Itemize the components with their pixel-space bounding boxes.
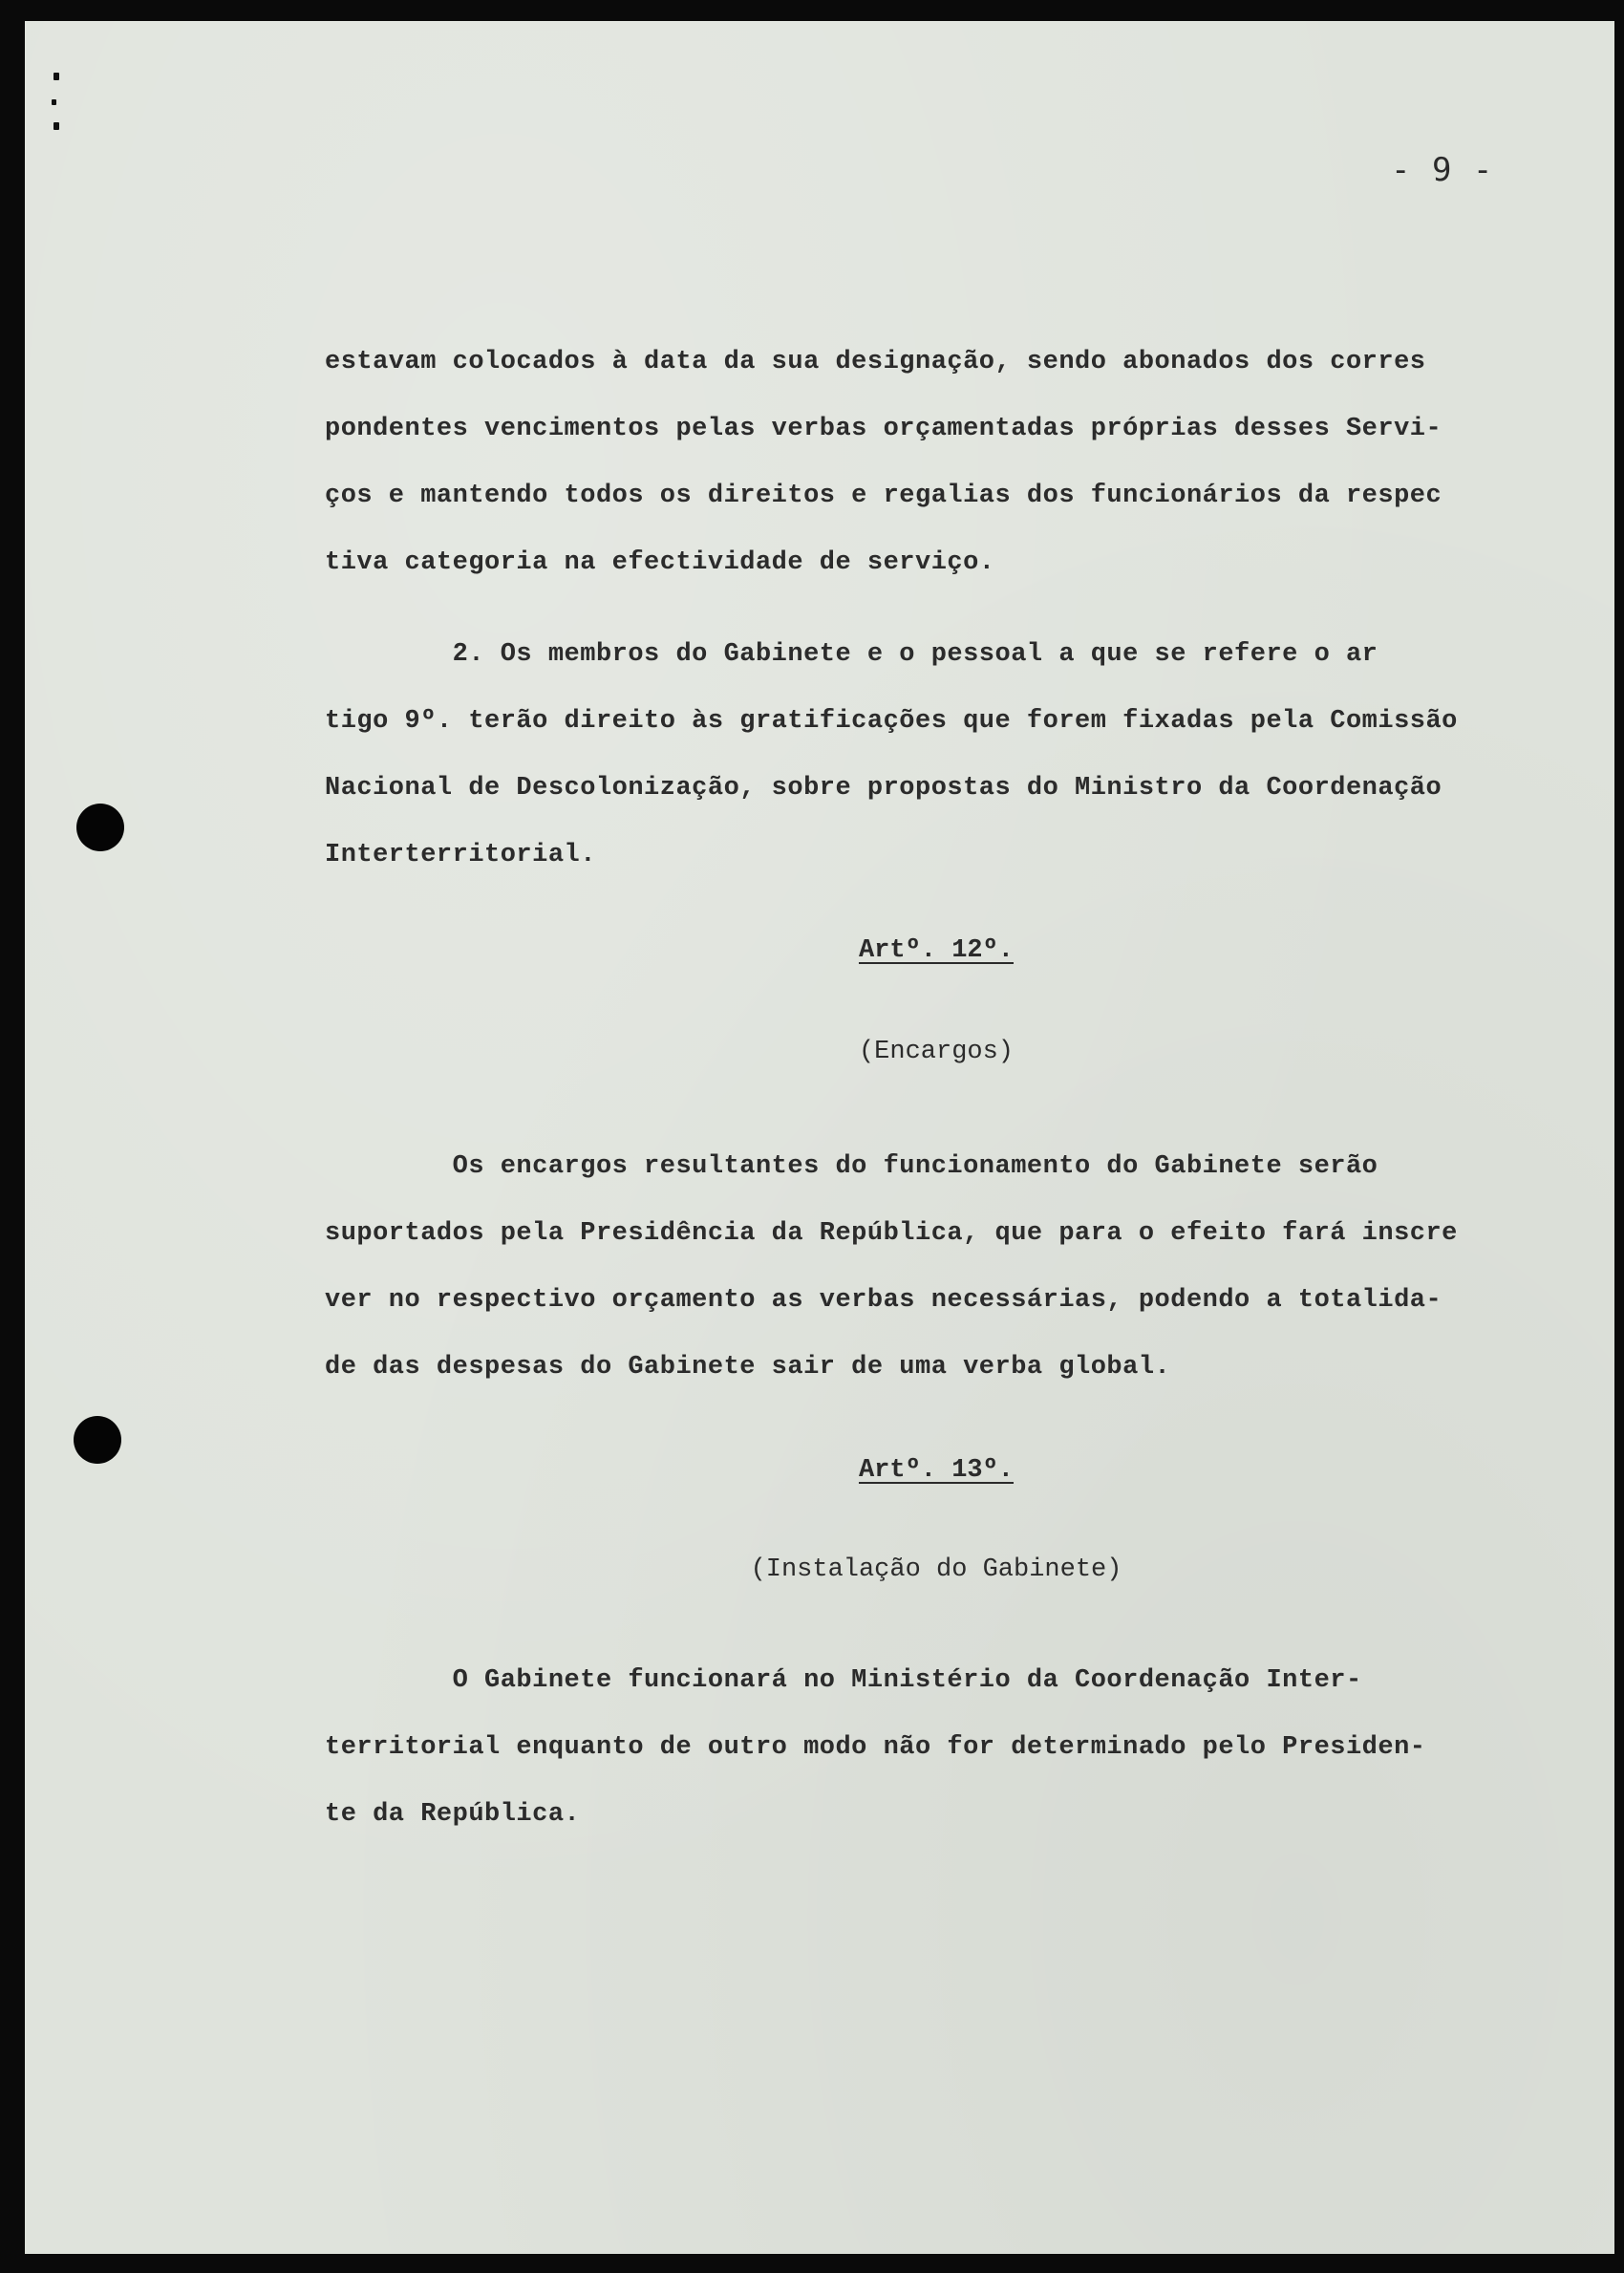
text-line: 2. Os membros do Gabinete e o pessoal a que se refere o ar [325, 640, 1378, 669]
text-line: te da República. [325, 1800, 581, 1829]
text-line: Os encargos resultantes do funcionamento do Gabinete serão [325, 1152, 1378, 1181]
text-line: estavam colocados à data da sua designação, sendo abonados dos corres [325, 348, 1426, 376]
scan-speck [52, 99, 56, 105]
article-subtitle: (Instalação do Gabinete) [750, 1555, 1122, 1584]
paragraph-continuation [325, 329, 1548, 596]
article-title [325, 1456, 1548, 1485]
article-title [325, 936, 1548, 965]
scan-speck [53, 73, 59, 80]
article-subtitle: (Encargos) [858, 1038, 1015, 1066]
text-line: suportados pela Presidência da República, que para o efeito fará inscre [325, 1219, 1458, 1248]
article-title-text: Artº. 12º. [858, 936, 1015, 965]
punch-hole-icon [76, 804, 124, 851]
text-line: pondentes vencimentos pelas verbas orçamentadas próprias desses Servi- [325, 415, 1442, 443]
paragraph-instalacao [325, 1647, 1548, 1848]
document-page [25, 21, 1614, 2254]
text-line: Nacional de Descolonização, sobre propostas do Ministro da Coordenação [325, 774, 1442, 803]
text-line: Interterritorial. [325, 841, 596, 869]
text-line: tiva categoria na efectividade de serviço. [325, 548, 995, 577]
page-number: - 9 - [1391, 151, 1494, 189]
text-line: ver no respectivo orçamento as verbas necessárias, podendo a totalida- [325, 1286, 1442, 1315]
scan-speck [53, 122, 59, 130]
text-line: ços e mantendo todos os direitos e regalias dos funcionários da respec [325, 482, 1442, 510]
text-line: O Gabinete funcionará no Ministério da Coordenação Inter- [325, 1666, 1362, 1695]
paragraph-item-2 [325, 621, 1548, 889]
paragraph-encargos [325, 1133, 1548, 1401]
text-line: territorial enquanto de outro modo não for determinado pelo Presiden- [325, 1733, 1426, 1762]
text-line: tigo 9º. terão direito às gratificações que forem fixadas pela Comissão [325, 707, 1458, 736]
text-line: de das despesas do Gabinete sair de uma verba global. [325, 1353, 1171, 1382]
article-title-text: Artº. 13º. [858, 1456, 1015, 1485]
punch-hole-icon [74, 1416, 121, 1464]
